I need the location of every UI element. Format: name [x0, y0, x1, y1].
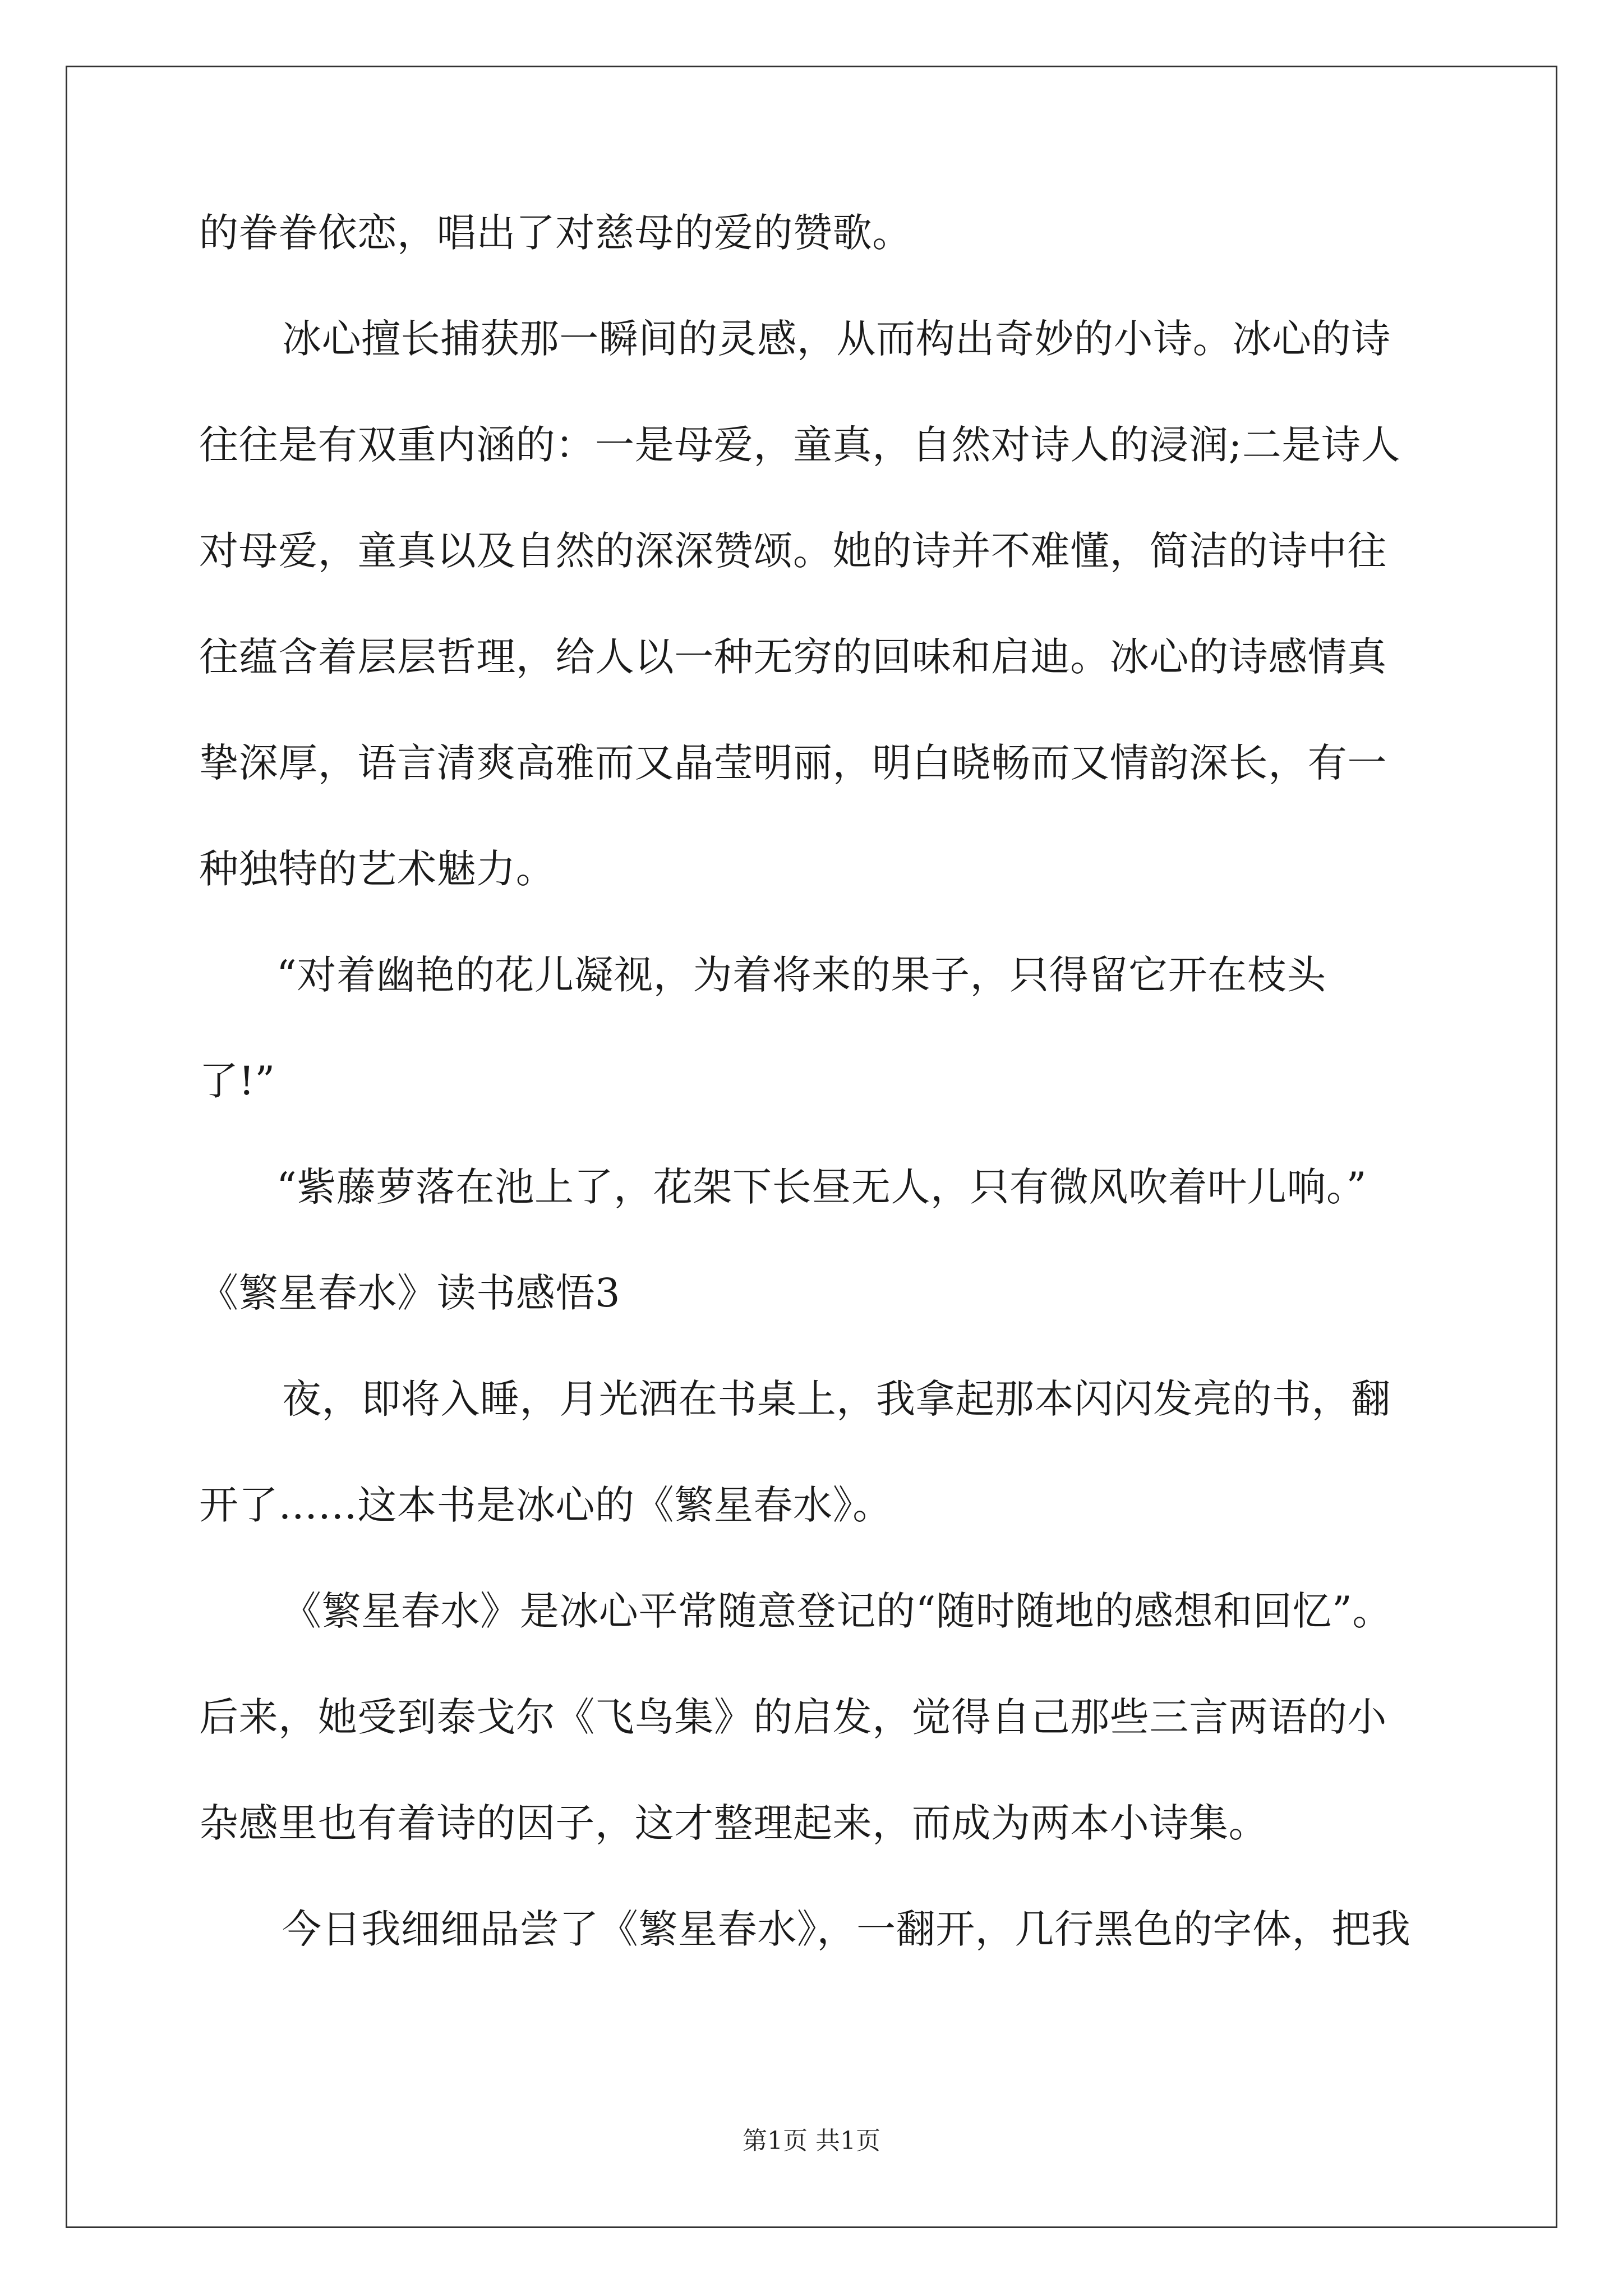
text-line: 冰心擅长捕获那一瞬间的灵感，从而构出奇妙的小诗。冰心的诗 — [282, 316, 1391, 362]
text-line: 往蕴含着层层哲理，给人以一种无穷的回味和启迪。冰心的诗感情真 — [199, 634, 1387, 680]
text-line: 后来，她受到泰戈尔《飞鸟集》的启发，觉得自己那些三言两语的小 — [199, 1694, 1387, 1740]
section-heading: 《繁星春水》读书感悟3 — [199, 1270, 621, 1316]
text-line: 杂感里也有着诗的因子，这才整理起来，而成为两本小诗集。 — [199, 1800, 1269, 1846]
text-line: 往往是有双重内涵的：一是母爱，童真，自然对诗人的浸润;二是诗人 — [199, 422, 1401, 468]
quote-line: 了!” — [199, 1058, 275, 1104]
text-line: 夜，即将入睡，月光洒在书桌上，我拿起那本闪闪发亮的书，翻 — [282, 1376, 1391, 1422]
text-line: 开了……这本书是冰心的《繁星春水》。 — [199, 1482, 892, 1528]
text-line: 《繁星春水》是冰心平常随意登记的“随时随地的感想和回忆”。 — [282, 1588, 1392, 1634]
page-number-footer: 第1页 共1页 — [743, 2127, 880, 2155]
text-line: 今日我细细品尝了《繁星春水》，一翻开，几行黑色的字体，把我 — [282, 1906, 1411, 1952]
text-line: 对母爱，童真以及自然的深深赞颂。她的诗并不难懂，简洁的诗中往 — [199, 528, 1387, 574]
quote-line: “对着幽艳的花儿凝视，为着将来的果子，只得留它开在枝头 — [276, 952, 1326, 998]
document-body — [199, 210, 1433, 2016]
quote-line: “紫藤萝落在池上了，花架下长昼无人，只有微风吹着叶儿响。” — [276, 1164, 1367, 1210]
text-line: 的眷眷依恋，唱出了对慈母的爱的赞歌。 — [199, 210, 912, 256]
text-line: 种独特的艺术魅力。 — [199, 846, 556, 892]
text-line: 挚深厚，语言清爽高雅而又晶莹明丽，明白晓畅而又情韵深长，有一 — [199, 740, 1387, 786]
